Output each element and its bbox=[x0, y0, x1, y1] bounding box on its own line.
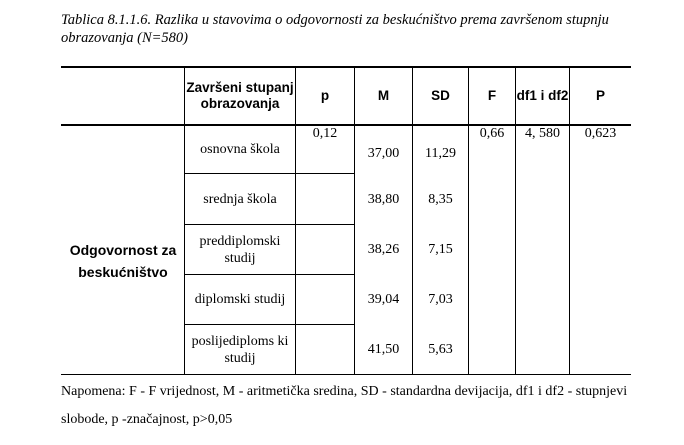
education-level: diplomski studij bbox=[194, 292, 286, 307]
sd-value: 7,15 bbox=[428, 242, 453, 257]
table-note: Napomena: F - F vrijednost, M - aritmetička sredina, SD - standardna devijacija, df1 i df2 - stupnjevi slobode, p -značajnost, p>0,05 bbox=[61, 384, 628, 427]
education-level: preddiplomski studij bbox=[199, 233, 281, 266]
header-education: Završeni stupanj obrazovanja bbox=[186, 80, 294, 111]
sd-value: 11,29 bbox=[425, 146, 456, 161]
df-value: 4, 580 bbox=[525, 126, 560, 141]
education-level: osnovna škola bbox=[200, 142, 280, 157]
results-table bbox=[61, 66, 631, 374]
sd-value: 5,63 bbox=[428, 342, 453, 357]
header-sd: SD bbox=[431, 88, 450, 103]
header-pval: P bbox=[595, 88, 605, 103]
table-caption: Tablica 8.1.1.6. Razlika u stavovima o odgovornosti za beskućništvo prema završenom stupnju obrazovanja (N=580) bbox=[61, 12, 609, 46]
m-value: 38,80 bbox=[367, 191, 400, 207]
m-value: 38,26 bbox=[367, 242, 400, 257]
row-label: Odgovornost za beskućništvo bbox=[69, 242, 177, 280]
p-value: 0,12 bbox=[312, 126, 338, 141]
m-value: 41,50 bbox=[367, 342, 400, 357]
table-bottom-border bbox=[61, 374, 631, 375]
m-value: 39,04 bbox=[367, 292, 400, 307]
pval-value: 0,623 bbox=[584, 126, 617, 141]
sd-value: 7,03 bbox=[428, 292, 453, 307]
education-level: srednja škola bbox=[203, 191, 277, 207]
sd-value: 8,35 bbox=[428, 191, 453, 207]
header-m: M bbox=[377, 88, 390, 103]
f-value: 0,66 bbox=[479, 126, 505, 141]
header-df: df1 i df2 bbox=[516, 88, 569, 103]
education-level: poslijediploms ki studij bbox=[191, 333, 289, 366]
header-f: F bbox=[487, 88, 497, 103]
header-p: p bbox=[320, 88, 330, 103]
m-value: 37,00 bbox=[367, 146, 400, 161]
